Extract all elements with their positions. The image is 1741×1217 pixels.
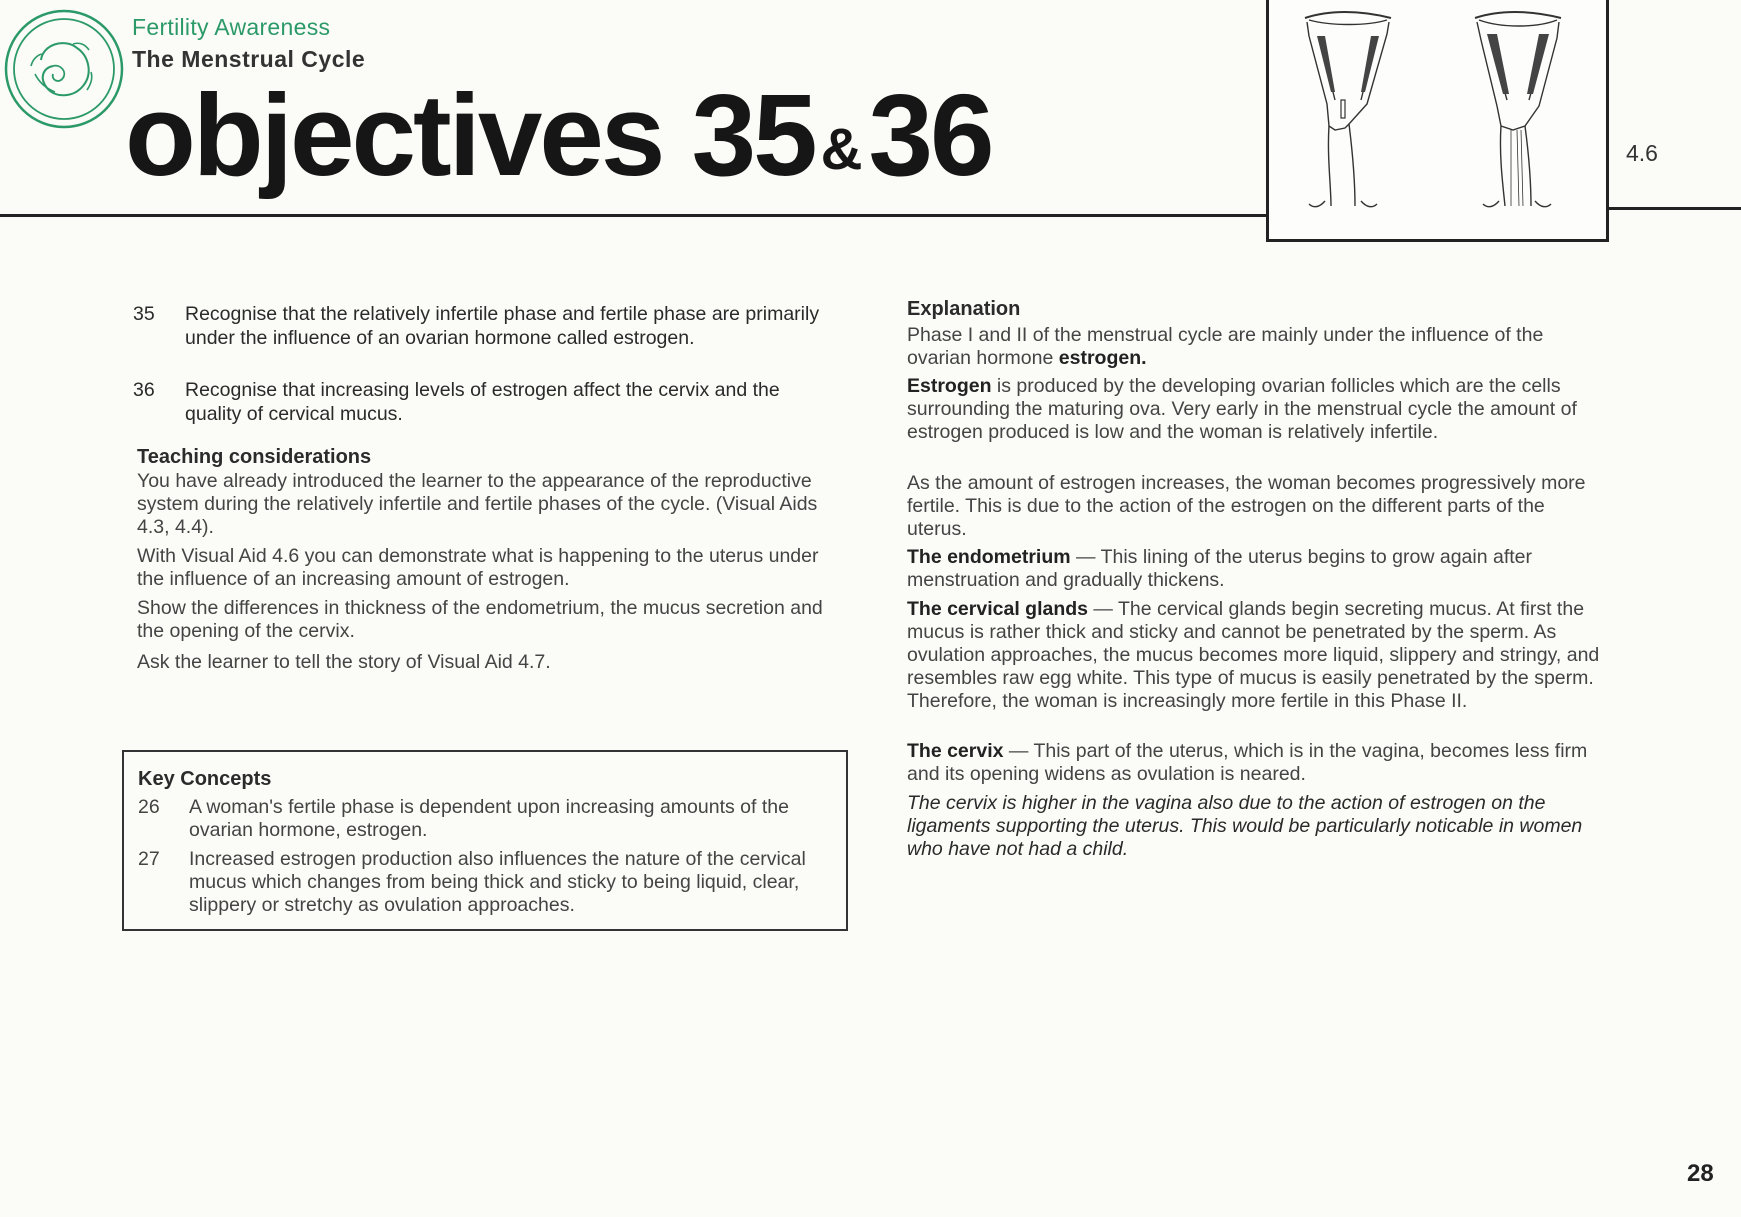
- explanation-paragraph: [907, 324, 1607, 370]
- objective-text: Recognise that the relatively infertile phase and fertile phase are primarily under the influence of an ovarian hormone called estrogen.: [185, 303, 820, 349]
- teaching-paragraph: Show the differences in thickness of the endometrium, the mucus secretion and the opening of the cervix.: [137, 597, 823, 642]
- visual-aid-number: 4.6: [1626, 140, 1658, 166]
- bold-term: The cervical glands: [907, 598, 1088, 620]
- key-concepts-heading: Key Concepts: [138, 768, 272, 790]
- title-part1: objectives 35: [125, 70, 815, 200]
- bold-term: Estrogen: [907, 375, 992, 397]
- series-title: Fertility Awareness: [132, 14, 331, 40]
- uterus-diagram-icon: [1269, 0, 1606, 239]
- explanation-paragraph: [907, 546, 1607, 592]
- explanation-heading: Explanation: [907, 298, 1021, 320]
- objective-number: 35: [133, 303, 155, 325]
- fertility-logo-icon: [3, 8, 125, 130]
- bold-term: The cervix: [907, 740, 1004, 762]
- explanation-paragraph: [907, 740, 1607, 786]
- explanation-paragraph: [907, 375, 1607, 444]
- key-concept-number: 27: [138, 848, 160, 870]
- key-concept-text: Increased estrogen production also influences the nature of the cervical mucus which changes from being thick and sticky to being liquid, clear, slippery or stretchy as ovulation approaches.: [189, 848, 806, 916]
- paragraph-text: — This lining of the uterus begins to grow again after menstruation and gradually thickens.: [907, 546, 1533, 591]
- title-part2: 36: [868, 70, 992, 200]
- title-ampersand: &: [820, 117, 863, 182]
- page-title: [125, 68, 992, 202]
- paragraph-text: — The cervical glands begin secreting mucus. At first the mucus is rather thick and sticky and cannot be penetrated by the sperm. As ovulation approaches, the mucus becomes more liquid, slippery and stringy, and resembles raw egg white. This type of mucus is easily penetrated by the sperm. Therefore, the woman is increasingly more fertile in this Phase II.: [907, 598, 1600, 712]
- page-subtitle: The Menstrual Cycle: [132, 46, 366, 72]
- objective-number: 36: [133, 379, 155, 401]
- paragraph-text: is produced by the developing ovarian follicles which are the cells surrounding the maturing ova. Very early in the menstrual cycle the amount of estrogen produced is low and the woman is relatively infertile.: [907, 375, 1577, 443]
- teaching-paragraph: Ask the learner to tell the story of Visual Aid 4.7.: [137, 651, 551, 673]
- uterus-illustration: [1266, 0, 1609, 242]
- key-concepts-box: [122, 750, 848, 931]
- key-concept-number: 26: [138, 796, 160, 818]
- header-rule: [0, 214, 1268, 217]
- explanation-paragraph: [907, 472, 1607, 541]
- paragraph-text: Phase I and II of the menstrual cycle are mainly under the influence of the ovarian hormone: [907, 324, 1544, 369]
- teaching-paragraph: You have already introduced the learner to the appearance of the reproductive system during the relatively infertile and fertile phases of the cycle. (Visual Aids 4.3, 4.4).: [137, 470, 818, 538]
- teaching-paragraph: With Visual Aid 4.6 you can demonstrate what is happening to the uterus under the influence of an increasing amount of estrogen.: [137, 545, 819, 590]
- key-concept-text: A woman's fertile phase is dependent upon increasing amounts of the ovarian hormone, estrogen.: [189, 796, 789, 841]
- bold-term: The endometrium: [907, 546, 1071, 568]
- page-number: 28: [1687, 1160, 1714, 1187]
- objective-text: Recognise that increasing levels of estrogen affect the cervix and the quality of cervical mucus.: [185, 379, 780, 425]
- bold-term: estrogen.: [1058, 347, 1147, 369]
- paragraph-text: As the amount of estrogen increases, the woman becomes progressively more fertile. This is due to the action of the estrogen on the different parts of the uterus.: [907, 472, 1586, 540]
- paragraph-text: — This part of the uterus, which is in the vagina, becomes less firm and its opening widens as ovulation is neared.: [907, 740, 1588, 785]
- teaching-heading: Teaching considerations: [137, 446, 372, 468]
- explanation-italic-paragraph: The cervix is higher in the vagina also due to the action of estrogen on the ligaments supporting the uterus. This would be particularly noticable in women who have not had a child.: [907, 792, 1583, 860]
- explanation-paragraph: [907, 598, 1607, 713]
- header-rule-right: [1606, 207, 1741, 210]
